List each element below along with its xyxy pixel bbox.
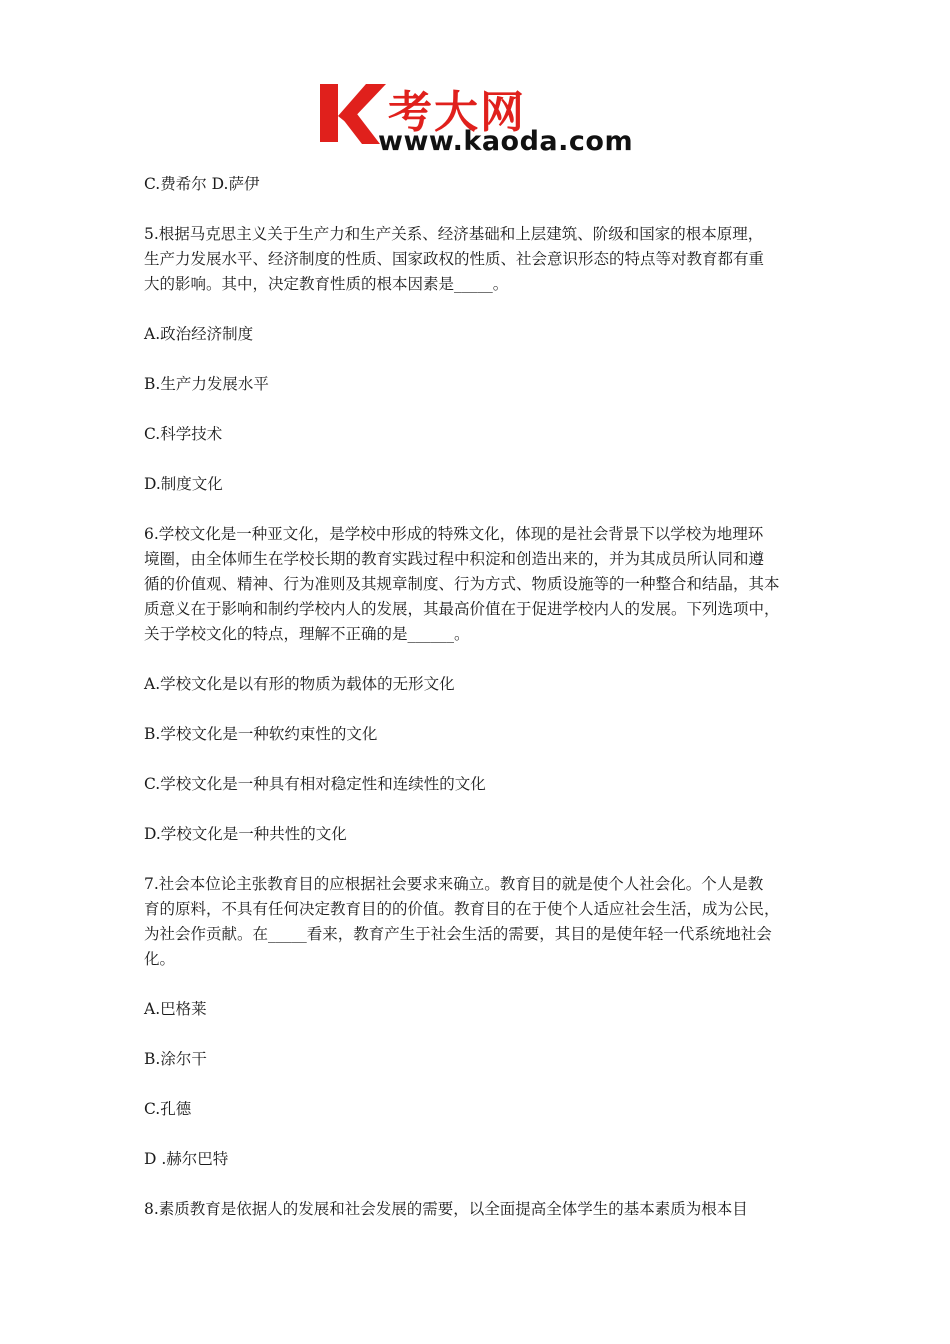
text-paragraph (144, 422, 814, 447)
logo-brand-text: 考大网 (388, 87, 526, 138)
text-paragraph (144, 372, 814, 397)
text-line: 生产力发展水平、经济制度的性质、国家政权的性质、社会意识形态的特点等对教育都有重 (144, 250, 765, 268)
text-line: B.涂尔干 (144, 1050, 207, 1068)
text-paragraph (144, 1097, 814, 1122)
text-paragraph (144, 1197, 814, 1222)
text-line: D.制度文化 (144, 475, 223, 493)
text-paragraph (144, 472, 814, 497)
text-line: 化。 (144, 950, 176, 968)
text-line: D .赫尔巴特 (144, 1150, 229, 1168)
text-line: C.科学技术 (144, 425, 223, 443)
text-paragraph (144, 772, 814, 797)
text-paragraph (144, 222, 814, 297)
text-line: C.学校文化是一种具有相对稳定性和连续性的文化 (144, 775, 486, 793)
text-line: B.生产力发展水平 (144, 375, 269, 393)
text-line: 大的影响。其中，决定教育性质的根本因素是_____。 (144, 275, 509, 293)
text-line: C.费希尔 D.萨伊 (144, 175, 260, 193)
text-line: 质意义在于影响和制约学校内人的发展，其最高价值在于促进学校内人的发展。下列选项中， (144, 600, 780, 618)
text-paragraph (144, 1047, 814, 1072)
text-line: D.学校文化是一种共性的文化 (144, 825, 347, 843)
text-paragraph (144, 997, 814, 1022)
text-line: 8.素质教育是依据人的发展和社会发展的需要，以全面提高全体学生的基本素质为根本目 (144, 1200, 748, 1218)
text-line: A.学校文化是以有形的物质为载体的无形文化 (144, 675, 455, 693)
question-content (144, 172, 814, 1247)
text-line: 关于学校文化的特点，理解不正确的是______。 (144, 625, 470, 643)
text-line: 为社会作贡献。在_____看来，教育产生于社会生活的需要，其目的是使年轻一代系统地社会 (144, 925, 772, 943)
text-line: C.孔德 (144, 1100, 192, 1118)
text-line: B.学校文化是一种软约束性的文化 (144, 725, 378, 743)
kaoda-logo (318, 78, 638, 158)
text-line: 7.社会本位论主张教育目的应根据社会要求来确立。教育目的就是使个人社会化。个人是教 (144, 875, 764, 893)
text-paragraph (144, 172, 814, 197)
text-line: 5.根据马克思主义关于生产力和生产关系、经济基础和上层建筑、阶级和国家的根本原理， (144, 225, 764, 243)
text-line: 6.学校文化是一种亚文化，是学校中形成的特殊文化，体现的是社会背景下以学校为地理环 (144, 525, 764, 543)
text-line: 循的价值观、精神、行为准则及其规章制度、行为方式、物质设施等的一种整合和结晶，其本 (144, 575, 780, 593)
text-paragraph (144, 522, 814, 647)
text-line: 育的原料，不具有任何决定教育目的的价值。教育目的在于使个人适应社会生活，成为公民， (144, 900, 780, 918)
text-paragraph (144, 672, 814, 697)
text-line: 境圈，由全体师生在学校长期的教育实践过程中积淀和创造出来的，并为其成员所认同和遵 (144, 550, 765, 568)
text-paragraph (144, 322, 814, 347)
text-paragraph (144, 1147, 814, 1172)
text-line: A.巴格莱 (144, 1000, 207, 1018)
text-line: A.政治经济制度 (144, 325, 254, 343)
text-paragraph (144, 822, 814, 847)
text-paragraph (144, 872, 814, 972)
text-paragraph (144, 722, 814, 747)
logo-url-text: www.kaoda.com (378, 126, 634, 157)
